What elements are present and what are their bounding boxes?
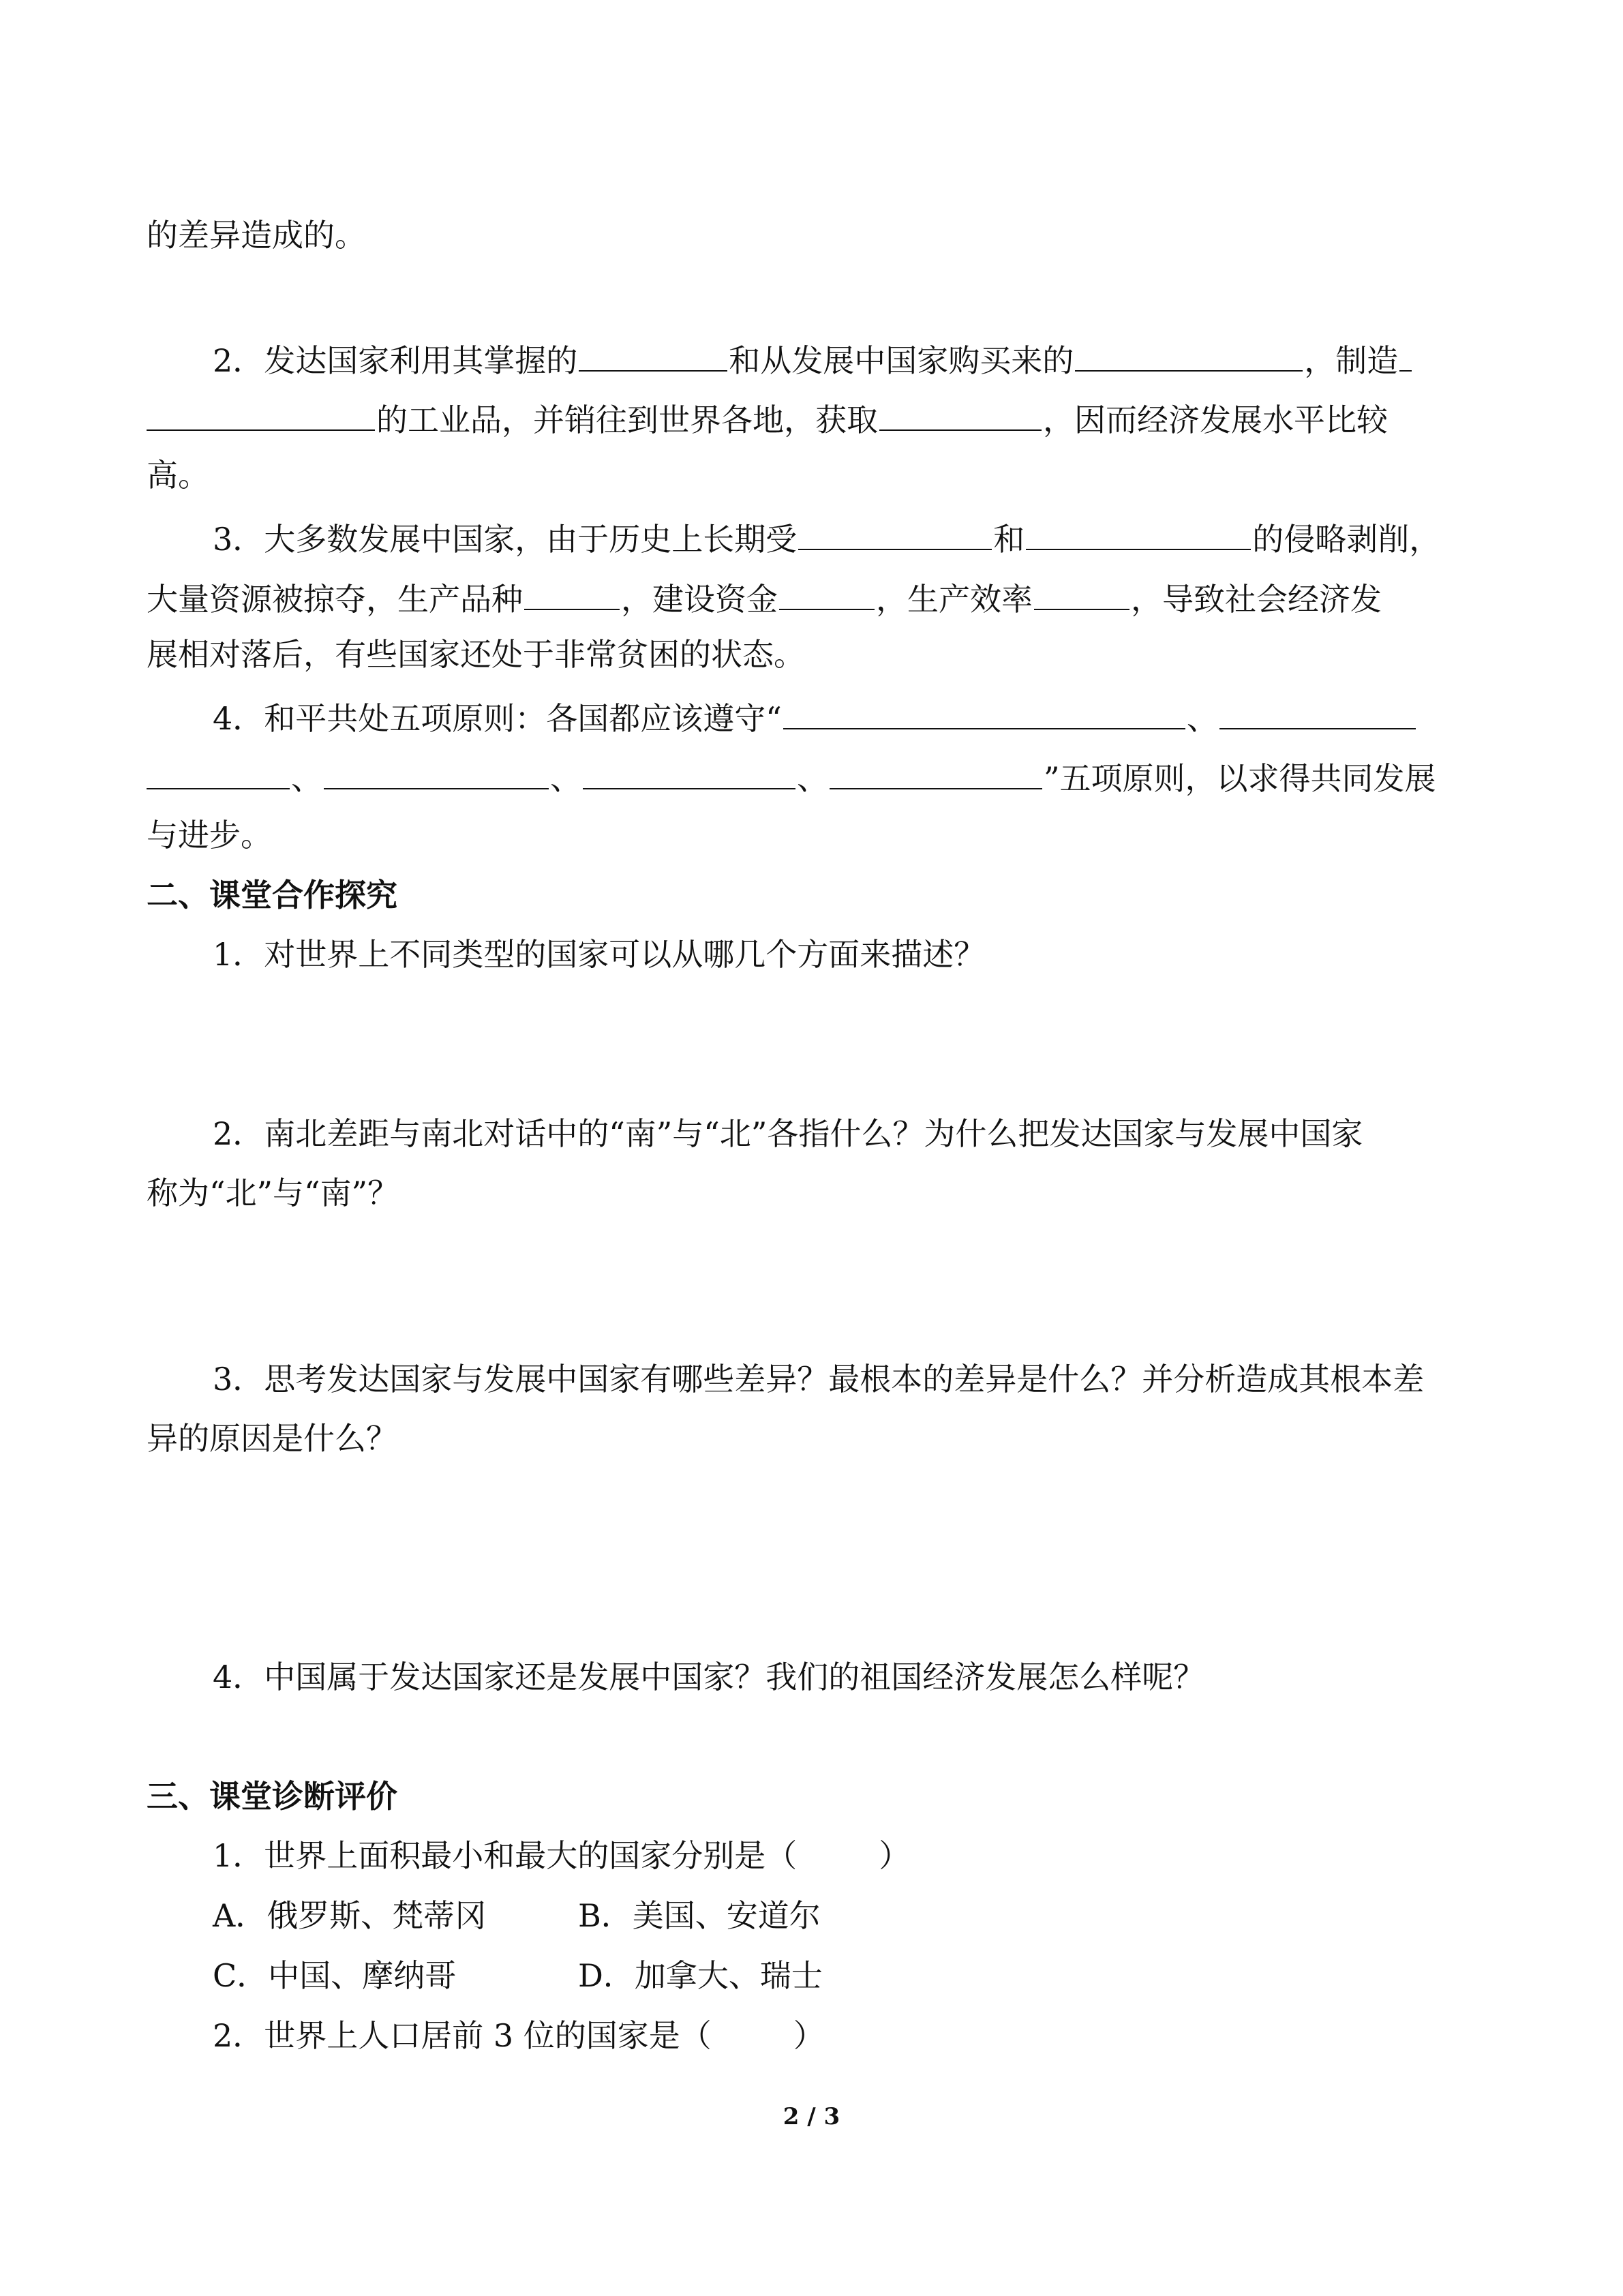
section-2-title: 二、课堂合作探究: [147, 877, 397, 913]
question-text: ，因而经济发展水平比较: [1043, 402, 1388, 438]
answer-blank[interactable]: [1399, 336, 1412, 372]
fill-question-3-line-1: [213, 515, 1440, 560]
separator: 、: [1186, 700, 1218, 737]
discussion-question-1: 1．对世界上不同类型的国家可以从哪几个方面来描述？: [213, 936, 986, 973]
answer-blank[interactable]: [798, 515, 992, 550]
question-number: 3．: [213, 521, 264, 558]
question-stem: 1．世界上面积最小和最大的国家分别是（: [213, 1837, 798, 1874]
answer-blank[interactable]: [1219, 694, 1416, 729]
mc-options-row-2: [213, 1955, 823, 1996]
bracket-close: ）: [793, 2017, 825, 2054]
separator: 、: [550, 760, 581, 797]
question-text: 高。: [147, 457, 209, 494]
question-text: 的侵略剥削，: [1252, 521, 1441, 558]
fill-question-2-line-1: [213, 336, 1413, 381]
option-b[interactable]: B．美国、安道尔: [578, 1897, 821, 1934]
question-text: 和从发展中国家购买来的: [729, 342, 1074, 379]
fill-question-4-line-1: [213, 694, 1417, 739]
question-number: 2．: [213, 342, 264, 379]
answer-blank[interactable]: [1034, 575, 1129, 610]
question-text: 和: [993, 521, 1025, 558]
carryover-text: [147, 215, 366, 256]
mc-question-1: [213, 1835, 910, 1876]
question-number: 4．: [213, 700, 264, 737]
question-text: ，导致社会经济发: [1131, 581, 1382, 618]
answer-blank[interactable]: [1075, 336, 1303, 372]
question-text: 的工业品，并销往到世界各地，获取: [376, 402, 878, 438]
question-text: ，建设资金: [621, 581, 778, 618]
fill-question-2-line-3: [147, 455, 209, 496]
mc-options-row-1: [213, 1895, 821, 1936]
fill-question-4-line-3: [147, 815, 272, 856]
question-text: 与进步。: [147, 817, 272, 854]
question-text: 大量资源被掠夺，生产品种: [147, 581, 523, 618]
answer-blank[interactable]: [579, 336, 727, 372]
discussion-question-4: 4．中国属于发达国家还是发展中国家？我们的祖国经济发展怎么样呢？: [213, 1659, 1205, 1695]
answer-blank[interactable]: [783, 694, 1185, 729]
answer-blank[interactable]: [779, 575, 875, 610]
separator: 、: [291, 760, 322, 797]
discussion-question-3-line-1: 3．思考发达国家与发展中国家有哪些差异？最根本的差异是什么？并分析造成其根本差: [213, 1361, 1425, 1398]
page-number: 2 / 3: [783, 2103, 840, 2130]
fill-question-3-line-2: [147, 575, 1382, 620]
fill-question-3-line-3: [147, 634, 805, 675]
question-text: 发达国家利用其掌握的: [264, 342, 578, 379]
option-a[interactable]: A．俄罗斯、梵蒂冈: [213, 1897, 487, 1934]
question-text: 展相对落后，有些国家还处于非常贫困的状态。: [147, 636, 805, 673]
separator: 、: [797, 760, 828, 797]
answer-blank[interactable]: [524, 575, 620, 610]
fill-question-2-line-2: [147, 395, 1388, 440]
mc-question-2: [213, 2015, 825, 2056]
section-3-title: 三、课堂诊断评价: [147, 1778, 397, 1815]
option-c[interactable]: C．中国、摩纳哥: [213, 1957, 457, 1994]
question-text: 和平共处五项原则：各国都应该遵守“: [264, 700, 782, 737]
question-text: ，制造: [1304, 342, 1399, 379]
question-text: ”五项原则，以求得共同发展: [1044, 760, 1436, 797]
discussion-question-2-line-1: 2．南北差距与南北对话中的“南”与“北”各指什么？为什么把发达国家与发展中国家: [213, 1115, 1363, 1152]
question-stem: 2．世界上人口居前 3 位的国家是（: [213, 2017, 712, 2054]
answer-blank[interactable]: [583, 754, 795, 789]
answer-blank[interactable]: [147, 395, 375, 431]
answer-blank[interactable]: [879, 395, 1042, 431]
answer-blank[interactable]: [324, 754, 549, 789]
carryover-label: 的差异造成的。: [147, 217, 366, 254]
bracket-close: ）: [879, 1837, 911, 1874]
fill-question-4-line-2: [147, 754, 1436, 799]
answer-blank[interactable]: [1026, 515, 1251, 550]
question-text: ，生产效率: [876, 581, 1033, 618]
question-text: 大多数发展中国家，由于历史上长期受: [264, 521, 798, 558]
option-d[interactable]: D．加拿大、瑞士: [578, 1957, 823, 1994]
answer-blank[interactable]: [830, 754, 1042, 789]
discussion-question-3-line-2: 异的原因是什么？: [147, 1420, 397, 1457]
discussion-question-2-line-2: 称为“北”与“南”？: [147, 1175, 399, 1211]
answer-blank[interactable]: [147, 754, 290, 789]
